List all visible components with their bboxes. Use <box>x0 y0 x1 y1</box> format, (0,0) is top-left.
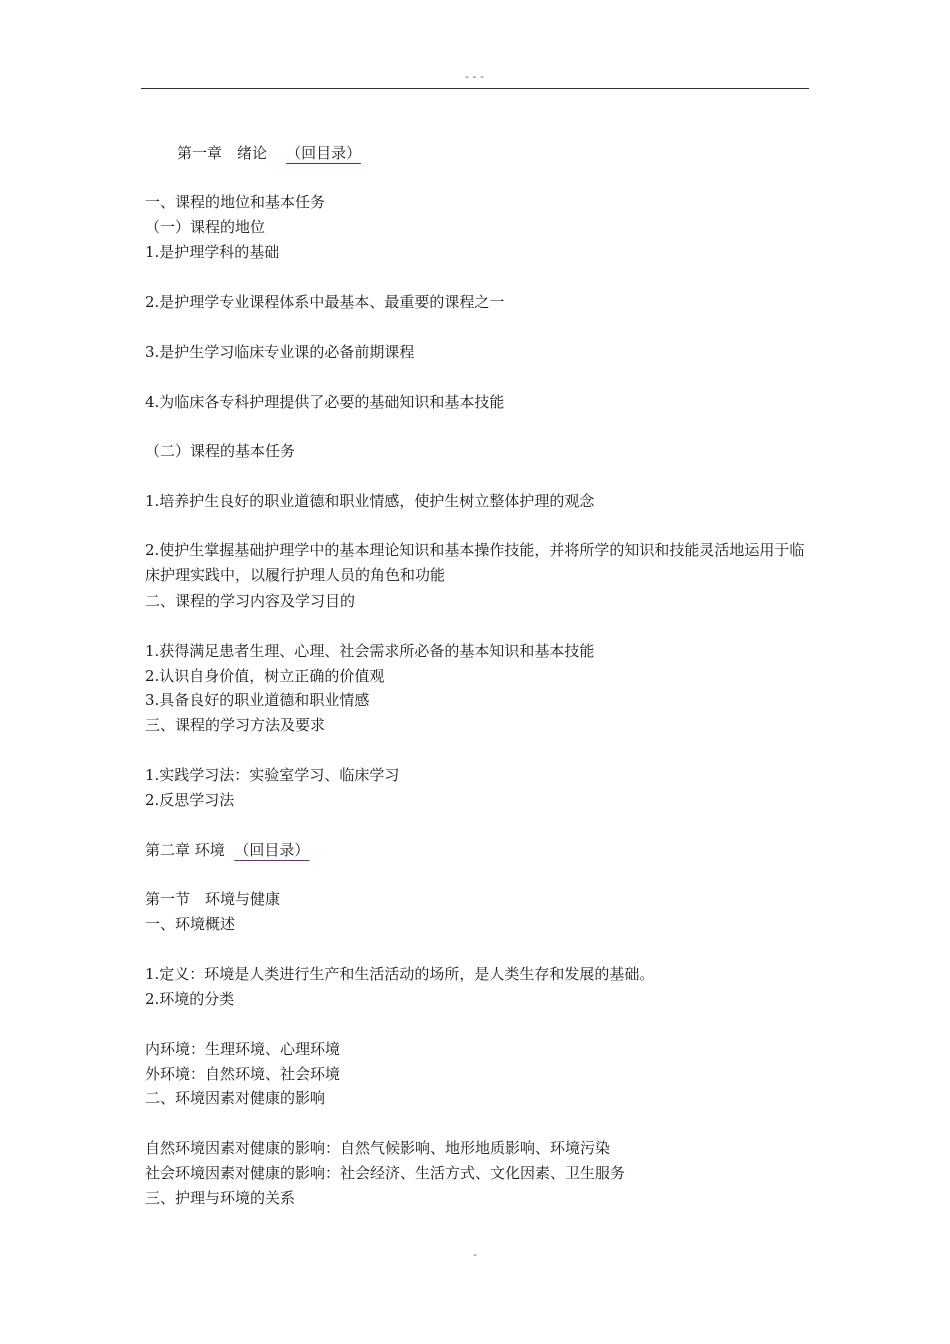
section-heading: 三、护理与环境的关系 <box>145 1189 296 1207</box>
section-heading: 二、环境因素对健康的影响 <box>145 1089 326 1107</box>
text-line: 社会环境因素对健康的影响：社会经济、生活方式、文化因素、卫生服务 <box>145 1164 626 1182</box>
list-item: 2.反思学习法 <box>145 791 235 809</box>
header-mark: --- <box>463 70 487 83</box>
section-heading: 三、课程的学习方法及要求 <box>145 716 326 734</box>
header-rule <box>141 88 809 89</box>
list-item: 4.为临床各专科护理提供了必要的基础知识和基本技能 <box>145 393 505 411</box>
list-item-paragraph: 2.使护生掌握基础护理学中的基本理论知识和基本操作技能，并将所学的知识和技能灵活地运用于临床护理实践中，以履行护理人员的角色和功能 <box>145 541 805 584</box>
chapter-2-heading <box>145 840 309 860</box>
list-item: 2.认识自身价值，树立正确的价值观 <box>145 667 385 685</box>
list-item: 2.环境的分类 <box>145 990 235 1008</box>
list-item: 1.是护理学科的基础 <box>145 243 280 261</box>
section-heading: 一、环境概述 <box>145 915 236 933</box>
footer-mark: - <box>471 1248 479 1261</box>
list-item: 1.培养护生良好的职业道德和职业情感，使护生树立整体护理的观念 <box>145 492 595 510</box>
subsection-heading: （二）课程的基本任务 <box>145 442 296 460</box>
list-item: 3.是护生学习临床专业课的必备前期课程 <box>145 343 415 361</box>
back-to-toc-link-1[interactable]: （回目录） <box>286 144 362 162</box>
text-line: 自然环境因素对健康的影响：自然气候影响、地形地质影响、环境污染 <box>145 1139 611 1157</box>
list-item: 2.是护理学专业课程体系中最基本、最重要的课程之一 <box>145 293 505 311</box>
chapter-1-heading <box>177 143 361 163</box>
text-line: 内环境：生理环境、心理环境 <box>145 1040 341 1058</box>
section-heading: 二、课程的学习内容及学习目的 <box>145 592 356 610</box>
list-item: 1.实践学习法：实验室学习、临床学习 <box>145 766 400 784</box>
list-item: 1.获得满足患者生理、心理、社会需求所必备的基本知识和基本技能 <box>145 642 595 660</box>
list-item: 1.定义：环境是人类进行生产和生活活动的场所，是人类生存和发展的基础。 <box>145 965 655 983</box>
section-title: 第一节 环境与健康 <box>145 890 281 908</box>
back-to-toc-link-2[interactable]: （回目录） <box>234 841 310 859</box>
list-item: 3.具备良好的职业道德和职业情感 <box>145 691 370 709</box>
chapter-2-title: 第二章 环境 <box>145 841 225 859</box>
subsection-heading: （一）课程的地位 <box>145 218 266 236</box>
text-line: 外环境：自然环境、社会环境 <box>145 1065 341 1083</box>
chapter-1-title: 第一章 绪论 <box>177 144 268 162</box>
section-heading: 一、课程的地位和基本任务 <box>145 193 326 211</box>
